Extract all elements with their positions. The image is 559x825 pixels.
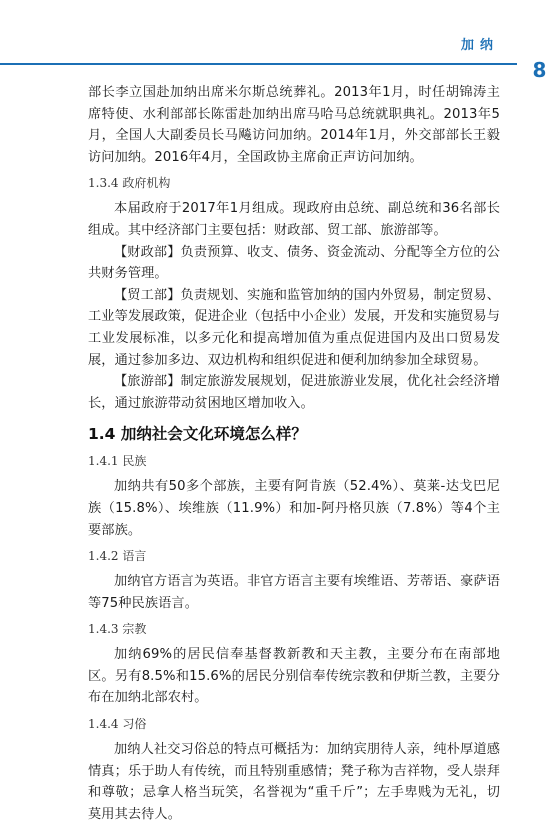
paragraph-visits: 部长李立国赴加纳出席米尔斯总统葬礼。2013年1月，时任胡锦涛主席特使、水利部部长陈雷赴加纳出席马哈马总统就职典礼。2013年5月，全国人大副委员长马飚访问加纳。2014年1月，外交部部长王毅访问加纳。2016年4月，全国政协主席俞正声访问加纳。 — [88, 85, 500, 165]
page-number: 8 — [520, 52, 559, 88]
paragraph-ministry-tourism: 【旅游部】制定旅游发展规划，促进旅游业发展，优化社会经济增长，通过旅游带动贫困地区增加收入。 — [88, 374, 500, 411]
paragraph-ministry-trade: 【贸工部】负责规划、实施和监管加纳的国内外贸易，制定贸易、工业等发展政策，促进企业（包括中小企业）发展，开发和实施贸易与工业发展标准，以多元化和提高增加值为重点促进国内及出口贸易发展，通过参加多边、双边机构和组织促进和便利加纳参加全球贸易。 — [88, 287, 500, 368]
paragraph-government: 本届政府于2017年1月组成。现政府由总统、副总统和36名部长组成。其中经济部门主要包括：财政部、贸工部、旅游部等。 — [88, 201, 500, 238]
subsection-heading-government: 1.3.4 政府机构 — [88, 176, 171, 191]
header-rule — [0, 63, 517, 65]
subsection-heading-customs: 1.4.4 习俗 — [88, 717, 147, 732]
paragraph-language: 加纳官方语言为英语。非官方语言主要有埃维语、芳蒂语、豪萨语等75种民族语言。 — [88, 574, 500, 611]
page-body — [88, 82, 500, 825]
paragraph-customs: 加纳人社交习俗总的特点可概括为：加纳宾朋待人亲，纯朴厚道感情真；乐于助人有传统，而且特别重感情；凳子称为吉祥物，受人崇拜和尊敬；忌拿人格当玩笑，名誉视为“重千斤”；左手卑贱为无礼，切莫用其去待人。 — [88, 742, 500, 822]
paragraph-ethnicity: 加纳共有50多个部族，主要有阿肯族（52.4%）、莫莱-达戈巴尼族（15.8%）、埃维族（11.9%）和加-阿丹格贝族（7.8%）等4个主要部族。 — [88, 479, 500, 538]
paragraph-religion: 加纳69%的居民信奉基督教新教和天主教，主要分布在南部地区。另有8.5%和15.6%的居民分别信奉传统宗教和伊斯兰教，主要分布在加纳北部农村。 — [88, 647, 500, 706]
running-head-title: 加纳 — [460, 38, 499, 53]
subsection-heading-ethnicity: 1.4.1 民族 — [88, 454, 147, 469]
subsection-heading-religion: 1.4.3 宗教 — [88, 622, 147, 637]
section-heading-society: 1.4 加纳社会文化环境怎么样？ — [88, 425, 307, 444]
subsection-heading-language: 1.4.2 语言 — [88, 549, 147, 564]
page-header — [0, 0, 559, 82]
paragraph-ministry-finance: 【财政部】负责预算、收支、债务、资金流动、分配等全方位的公共财务管理。 — [88, 244, 500, 282]
